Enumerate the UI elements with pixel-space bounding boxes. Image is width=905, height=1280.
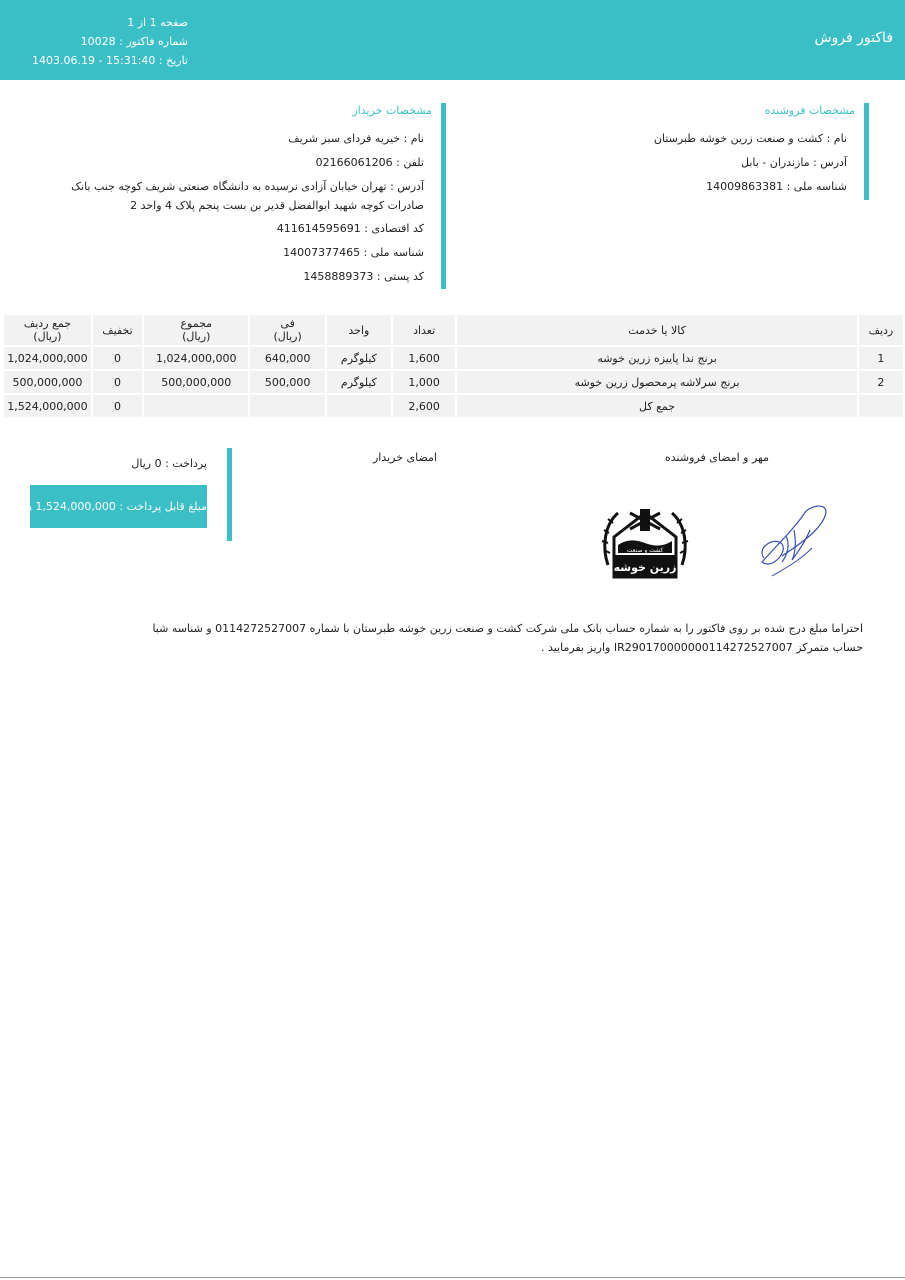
- seller-title: مشخصات فروشنده: [764, 104, 855, 117]
- cell-row: 1: [859, 347, 903, 369]
- payment-note: احتراما مبلغ درج شده بر روی فاکتور را به شماره حساب بانک ملی شرکت کشت و صنعت زرین خوشه طبرستان با شماره 0114272527007 و شناسه شبا حساب متمرکز IR290170000000114272527007 واریز بفرمایید .: [152, 622, 863, 654]
- items-table: [2, 313, 905, 419]
- totals-label: جمع کل: [457, 395, 857, 417]
- col-header-item: کالا یا خدمت: [457, 315, 857, 345]
- cell-empty: [144, 395, 248, 417]
- totals-qty: 2,600: [393, 395, 455, 417]
- cell-row: 2: [859, 371, 903, 393]
- buyer-signature-label: امضای خریدار: [372, 451, 437, 464]
- cell-empty: [327, 395, 391, 417]
- col-header-discount: تخفیف: [93, 315, 142, 345]
- cell-item: برنج ندا پاییزه زرین خوشه: [457, 347, 857, 369]
- cell-empty: [859, 395, 903, 417]
- buyer-panel: [60, 103, 446, 289]
- cell-sum: 1,024,000,000: [144, 347, 248, 369]
- page-number: صفحه 1 از 1: [127, 16, 188, 29]
- svg-text:زرین خوشه: زرین خوشه: [613, 561, 677, 574]
- buyer-accent-bar: [441, 103, 446, 289]
- invoice-header: [0, 0, 905, 80]
- col-header-row: ردیف: [859, 315, 903, 345]
- cell-discount: 0: [93, 347, 142, 369]
- col-header-total: جمع ردیف (ریال): [4, 315, 91, 345]
- buyer-national-id: شناسه ملی : 14007377465: [283, 246, 424, 259]
- signature-icon: [752, 500, 832, 582]
- company-stamp-icon: [600, 503, 690, 589]
- amount-due: مبلغ قابل پرداخت : 1,524,000,000 ریال: [30, 485, 207, 528]
- cell-discount: 0: [93, 371, 142, 393]
- table-totals-row: [4, 395, 903, 417]
- cell-item: برنج سرلاشه پرمحصول زرین خوشه: [457, 371, 857, 393]
- buyer-postal-code: کد پستی : 1458889373: [303, 270, 424, 283]
- page-bottom-divider: [0, 1277, 905, 1278]
- cell-qty: 1,600: [393, 347, 455, 369]
- invoice-title: فاکتور فروش: [814, 30, 893, 46]
- seller-address: آدرس : مازندران - بابل: [741, 156, 847, 169]
- cell-unit: کیلوگرم: [327, 371, 391, 393]
- col-header-sum: مجموع (ریال): [144, 315, 248, 345]
- table-row: [4, 371, 903, 393]
- cell-price: 500,000: [250, 371, 324, 393]
- seller-name: نام : کشت و صنعت زرین خوشه طبرستان: [653, 132, 847, 145]
- seller-national-id: شناسه ملی : 14009863381: [706, 180, 847, 193]
- payment-accent-bar: [227, 448, 232, 541]
- cell-sum: 500,000,000: [144, 371, 248, 393]
- seller-signature-label: مهر و امضای فروشنده: [665, 451, 769, 464]
- cell-price: 640,000: [250, 347, 324, 369]
- buyer-economic-code: کد اقتصادی : 411614595691: [276, 222, 424, 235]
- buyer-address: آدرس : تهران خیابان آزادی نرسیده به دانشگاه صنعتی شریف کوچه جنب بانک صادرات کوچه شهید ابوالفضل قدیر بن بست پنجم پلاک 4 واحد 2: [71, 180, 424, 212]
- col-header-unit: واحد: [327, 315, 391, 345]
- table-header-row: [4, 315, 903, 345]
- cell-total: 1,024,000,000: [4, 347, 91, 369]
- cell-qty: 1,000: [393, 371, 455, 393]
- invoice-number: شماره فاکتور : 10028: [80, 35, 188, 48]
- paid-amount: پرداخت : 0 ریال: [131, 457, 207, 470]
- buyer-name: نام : خیریه فردای سبز شریف: [288, 132, 424, 145]
- buyer-phone: تلفن : 02166061206: [315, 156, 424, 169]
- table-row: [4, 347, 903, 369]
- cell-empty: [250, 395, 324, 417]
- seller-panel: [560, 103, 869, 200]
- seller-accent-bar: [864, 103, 869, 200]
- cell-total: 500,000,000: [4, 371, 91, 393]
- col-header-qty: تعداد: [393, 315, 455, 345]
- col-header-price: فی (ریال): [250, 315, 324, 345]
- totals-discount: 0: [93, 395, 142, 417]
- invoice-date: تاریخ : 15:31:40 - 1403.06.19: [32, 54, 188, 67]
- buyer-title: مشخصات خریدار: [352, 104, 432, 117]
- invoice-meta: [28, 13, 188, 70]
- svg-text:کشت و صنعت: کشت و صنعت: [626, 547, 664, 554]
- payment-box: [12, 448, 232, 541]
- totals-total: 1,524,000,000: [4, 395, 91, 417]
- cell-unit: کیلوگرم: [327, 347, 391, 369]
